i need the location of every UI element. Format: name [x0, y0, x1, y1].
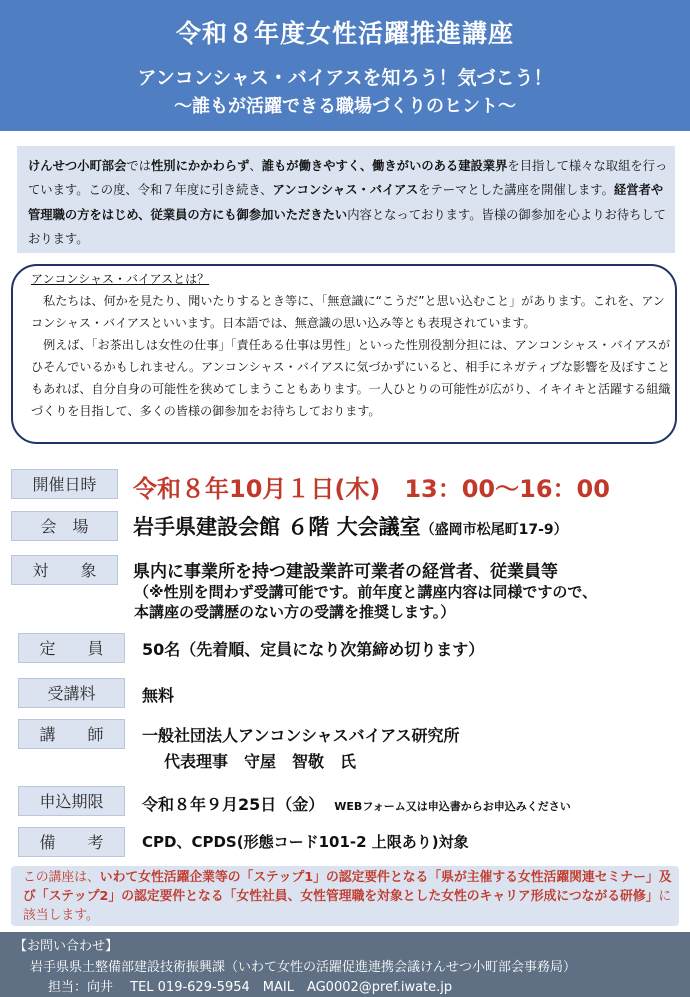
about-paragraph-1: 私たちは、何かを見たり、聞いたりするとき等に、「無意識に“こうだ”と思い込むこと」があります。これを、アンコンシャス・バイアスといいます。日本語では、無意識の思い込み等とも表現されています。: [31, 294, 665, 330]
about-heading: アンコンシャス・バイアスとは？: [31, 272, 210, 286]
remarks-label: 備 考: [18, 827, 125, 857]
lecturer-org: 一般社団法人アンコンシャスバイアス研究所: [142, 726, 460, 745]
header-banner: [0, 0, 690, 131]
contact-footer: [0, 932, 690, 997]
capacity-label: 定 員: [18, 633, 125, 663]
deadline-note: WEBフォーム又は申込書からお申込みください: [334, 800, 571, 813]
about-paragraph-2: 例えば、「お茶出しは女性の仕事」「責任ある仕事は男性」といった性別役割分担には、アンコンシャス・バイアスがひそんでいるかもしれません。アンコンシャス・バイアスに気づかずにいると、相手にネガティブな影響を及ぼすこともあれば、自分自身の可能性を狭めてしまうこともあります。一人ひとりの可能性が広がり、イキイキと活躍する組織づくりを目指して、多くの皆様の御参加をお待ちしております。: [31, 338, 671, 418]
intro-text-4: 、: [249, 159, 262, 173]
venue-value: [133, 511, 568, 541]
deadline-date: 令和８年９月25日（金）: [142, 795, 325, 814]
contact-department: 岩手県県土整備部建設技術振興課（いわて女性の活躍促進連携会議けんせつ小町部会事務局）: [30, 960, 577, 975]
notice-bold: いわて女性活躍企業等の「ステップ1」の認定要件となる「県が主催する女性活躍関連セミナー」及び「ステップ2」の認定要件となる「女性社員、女性管理職を対象とした女性のキャリア形成につながる研修」: [23, 870, 672, 904]
intro-text-2: では: [126, 159, 151, 173]
contact-info: 担当：向井 TEL 019-629-5954 MAIL AG0002@pref.iwate.jp: [48, 980, 453, 995]
subtitle-1: アンコンシャス・バイアスを知ろう！気づこう！: [137, 67, 553, 89]
intro-bold-1: けんせつ小町部会: [28, 159, 127, 173]
capacity-value: 50名（先着順、定員になり次第締め切ります）: [142, 640, 485, 659]
target-note-2: 本講座の受講歴のない方の受講を推奨します。）: [134, 603, 456, 621]
intro-bold-7: アンコンシャス・バイアス: [272, 183, 419, 198]
intro-text: [28, 154, 668, 251]
intro-bold-5: 誰もが働きやすく、働きがいのある建設業界: [261, 159, 508, 173]
date-label: 開催日時: [11, 469, 118, 499]
intro-text-6: を目指して様々な取組を行っています。この度、令和７年度に引き続き、: [28, 159, 668, 198]
target-value: 県内に事業所を持つ建設業許可業者の経営者、従業員等: [133, 562, 558, 582]
lecturer-label: 講 師: [18, 719, 125, 749]
fee-value: 無料: [142, 686, 175, 705]
page-title: 令和８年度女性活躍推進講座: [175, 19, 514, 48]
notice-box: [11, 866, 679, 926]
target-note-1: （※性別を問わず受講可能です。前年度と講座内容は同様ですので、: [134, 583, 598, 601]
notice-text: [23, 868, 675, 925]
target-label: 対 象: [11, 555, 118, 585]
about-box: [11, 264, 677, 444]
venue-address: （盛岡市松尾町17-9）: [420, 522, 568, 538]
date-value: 令和８年10月１日(木) 13：00～16：00: [133, 475, 610, 503]
subtitle-2: ～誰もが活躍できる職場づくりのヒント～: [174, 96, 516, 117]
fee-label: 受講料: [18, 678, 125, 708]
intro-text-10: 内容となっております。皆様の御参加を心よりお待ちしております。: [28, 207, 666, 246]
venue-label: 会 場: [11, 511, 118, 541]
notice-tail: に該当します。: [23, 889, 672, 923]
notice-lead: この講座は、: [23, 870, 100, 885]
intro-bold-3: 性別にかかわらず: [151, 159, 250, 173]
about-body: [31, 290, 671, 422]
venue-name: 岩手県建設会館 ６階 大会議室: [133, 515, 421, 539]
deadline-value: [142, 792, 571, 815]
contact-heading: 【お問い合わせ】: [14, 939, 119, 954]
intro-bold-9: 経営者や管理職の方をはじめ、従業員の方にも御参加いただきたい: [28, 183, 664, 222]
remarks-value: CPD、CPDS(形態コード101-2 上限あり)対象: [142, 833, 469, 851]
intro-text-8: をテーマとした講座を開催します。: [418, 183, 614, 198]
intro-box: [17, 146, 675, 253]
lecturer-name: 代表理事 守屋 智敬 氏: [164, 752, 357, 771]
deadline-label: 申込期限: [18, 786, 125, 816]
